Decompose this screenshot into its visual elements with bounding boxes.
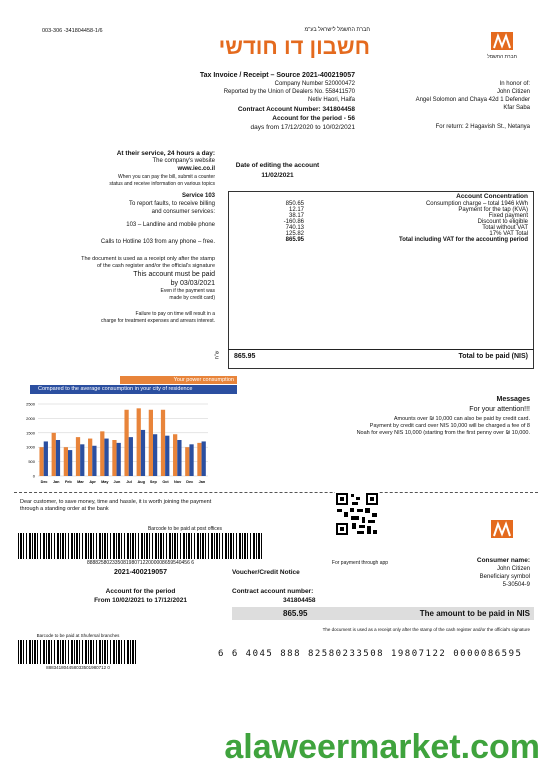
messages-title: Messages <box>496 396 530 403</box>
period-days: days from 17/12/2020 to 10/02/2021 <box>250 124 355 131</box>
barcode-post <box>18 533 263 559</box>
by-date: by 03/03/2021 <box>170 280 215 288</box>
bar-average-consumption <box>117 443 121 476</box>
hotline: Calls to Hotline 103 from any phone – free. <box>100 239 215 246</box>
return-address: For return: 2 Hagavish St., Netanya <box>435 124 530 130</box>
pay-text-2: status and receive information on various topics <box>109 180 215 187</box>
company-address: Netiv Haori, Haifa <box>307 97 355 103</box>
hebrew-title: חשבון דו חודשי <box>218 34 370 59</box>
tear-line <box>14 492 538 493</box>
bar-your-consumption <box>161 410 165 476</box>
y-tick-label: 1000 <box>26 444 35 450</box>
messages-body <box>290 416 530 437</box>
bar-your-consumption <box>197 443 201 476</box>
beneficiary-number: 5-30504-9 <box>502 582 530 588</box>
bar-your-consumption <box>88 439 92 476</box>
faults-1: To report faults, to receive billing <box>128 200 215 207</box>
invoice-title: Tax Invoice / Receipt – Source 2021-400219057 <box>199 72 355 79</box>
concentration-row: 850.65 Consumption charge – total 1946 kWh <box>285 201 528 207</box>
bar-average-consumption <box>80 444 84 476</box>
ocr-line: 6 6 4045 888 82580233508 19807122 0000086595 <box>218 649 523 659</box>
fail-2: charge for treatment expenses and arrears interest. <box>101 317 215 324</box>
bar-your-consumption <box>173 434 177 476</box>
bar-average-consumption <box>141 430 145 476</box>
dealers-number: Reported by the Union of Dealers No. 558411570 <box>223 89 355 95</box>
bar-average-consumption <box>165 436 169 476</box>
barcode-shufersal <box>18 640 138 664</box>
company-number: Company Number 520000472 <box>274 81 355 87</box>
x-tick-label: Jul <box>126 480 132 484</box>
bar-average-consumption <box>153 434 157 476</box>
concentration-row: 125.82 17% VAT Total <box>285 231 528 237</box>
concentration-title: Account Concentration <box>456 193 528 200</box>
barcode-shufersal-number: 888341804458033501980712 0 <box>46 665 110 670</box>
dear-line: through a standing order at the bank <box>20 506 109 513</box>
x-tick-label: Nov <box>174 480 182 484</box>
consumption-chart <box>14 396 214 488</box>
x-tick-label: Sep <box>149 480 157 484</box>
concentration-row: 12.17 Payment for the tap (KVA) <box>288 207 528 213</box>
beneficiary-label: Beneficiary symbol <box>479 574 530 580</box>
even-1: Even if the payment was <box>160 288 215 295</box>
contract-label: Contract account number: <box>232 588 314 595</box>
barcode-post-label: Barcode to be paid at post offices <box>147 526 223 532</box>
stub-amount-label: The amount to be paid in NIS <box>419 609 530 618</box>
x-tick-label: Apr <box>89 480 96 484</box>
website-label: The company's website <box>152 158 215 165</box>
x-tick-label: Mar <box>77 480 84 484</box>
barcode-shufersal-label: Barcode to be paid at Shufersal branches <box>36 633 120 638</box>
x-tick-label: Dec <box>186 480 194 484</box>
company-logo <box>482 22 522 62</box>
pay-text-1: When you can pay the bill, submit a counter <box>118 174 215 181</box>
edit-date: 11/02/2021 <box>261 172 294 179</box>
fail-1: Failure to pay on time will result in a <box>135 311 215 318</box>
service-title: At their service, 24 hours a day: <box>116 150 215 157</box>
dear-customer <box>20 499 280 513</box>
bar-average-consumption <box>44 441 48 476</box>
x-tick-label: Dec <box>40 480 48 484</box>
stub-amount: 865.95 <box>283 609 308 618</box>
doc-code: 003-306 -341804458-1/6 <box>42 28 103 34</box>
logo-label: חברת החשמל <box>487 54 517 60</box>
barcode-post-number: 8888258023350819807122000008659540456 6 <box>86 560 195 566</box>
even-2: made by credit card) <box>169 294 215 301</box>
qr-code-icon[interactable] <box>335 492 379 536</box>
y-tick-label: 0 <box>32 473 35 479</box>
watermark: alaweermarket.com <box>224 728 540 766</box>
dear-line: Dear customer, to save money, time and hassle, it is worth joining the payment <box>20 499 212 505</box>
concentration-rows <box>234 201 528 243</box>
bar-average-consumption <box>56 440 60 476</box>
bar-your-consumption <box>64 447 68 476</box>
bar-your-consumption <box>100 431 104 476</box>
x-tick-label: Jan <box>52 480 60 484</box>
total-divider <box>228 349 534 350</box>
bar-your-consumption <box>39 447 43 476</box>
service-103: Service 103 <box>181 193 215 200</box>
message-line: Noah for every NIS 10,000 (starting from the first penny over ₪ 10,000. <box>356 430 530 437</box>
bar-your-consumption <box>52 433 56 476</box>
bar-your-consumption <box>185 447 189 476</box>
faults-2: and consumer services: <box>151 208 215 215</box>
bar-your-consumption <box>76 437 80 476</box>
y-tick-label: 500 <box>28 459 35 465</box>
total-value: 865.95 <box>234 353 256 360</box>
in-honor: In honor of: <box>499 81 530 87</box>
y-tick-label: 1500 <box>26 430 35 436</box>
bar-your-consumption <box>137 408 141 476</box>
bar-average-consumption <box>177 440 181 476</box>
legend-yours: Your power consumption <box>120 376 237 384</box>
bar-your-consumption <box>124 410 128 476</box>
voucher-label: Voucher/Credit Notice <box>232 569 300 576</box>
stub-period: From 10/02/2021 to 17/12/2021 <box>94 597 187 604</box>
legend-average: Compared to the average consumption in your city of residence <box>30 385 237 394</box>
receipt-1: The document is used as a receipt only after the stamp <box>81 256 215 263</box>
x-tick-label: May <box>101 480 109 484</box>
message-line: Amounts over ₪ 10,000 can also be paid by credit card. <box>393 416 530 422</box>
x-tick-label: Aug <box>137 480 145 484</box>
stub-period-label: Account for the period <box>105 588 176 595</box>
bar-average-consumption <box>68 450 72 476</box>
stub-logo <box>482 510 522 550</box>
stub-source: 2021-400219057 <box>114 569 167 576</box>
y-tick-label: 2000 <box>26 415 35 421</box>
total-label: Total to be paid (NIS) <box>458 353 528 360</box>
messages-attention: For your attention!!! <box>469 406 530 413</box>
currency-side-label: ש"ח <box>214 350 221 360</box>
x-tick-label: Oct <box>162 480 169 484</box>
edit-label: Date of editing the account <box>235 162 320 169</box>
consumer-name: John Citizen <box>496 566 530 572</box>
bar-average-consumption <box>104 439 108 476</box>
bar-average-consumption <box>202 441 206 476</box>
concentration-row: 740.13 Total without VAT <box>285 225 528 231</box>
must-paid: This account must be paid <box>133 271 215 279</box>
y-tick-label: 2500 <box>26 401 35 407</box>
bar-your-consumption <box>112 440 116 476</box>
x-tick-label: Jun <box>113 480 121 484</box>
phone-line: 103 – Landline and mobile phone <box>126 222 215 229</box>
bar-average-consumption <box>189 444 193 476</box>
receipt-2: of the cash register and/or the official's signature <box>96 263 215 270</box>
message-line: Payment by credit card over NIS 10,000 will be charged a fee of 8 <box>369 423 530 430</box>
concentration-row: -160.86 Discount to eligible <box>283 219 528 225</box>
contract-account: Contract Account Number: 341804458 <box>237 106 355 113</box>
customer-name: John Citizen <box>496 89 530 95</box>
company-small: חברת החשמל לישראל בע"מ <box>304 27 370 33</box>
stub-receipt-note: The document is used as a receipt only after the stamp of the cash register and/or the official's signature <box>322 627 530 632</box>
contract-number: 341804458 <box>283 597 316 604</box>
period-title: Account for the period - 56 <box>272 115 355 122</box>
consumer-label: Consumer name: <box>476 557 530 564</box>
concentration-row: 38.17 Fixed payment <box>288 213 528 219</box>
bar-average-consumption <box>92 446 96 476</box>
customer-address: Angel Solomon and Chaya 42d 1 Defender <box>415 97 530 103</box>
bar-your-consumption <box>149 410 153 476</box>
website-link[interactable]: www.iec.co.il <box>177 166 215 173</box>
qr-label: For payment through app <box>331 560 389 566</box>
service-info <box>30 150 215 324</box>
x-tick-label: Jan <box>198 480 206 484</box>
bar-average-consumption <box>129 437 133 476</box>
concentration-row: 865.95 Total including VAT for the accounting period <box>285 237 528 243</box>
customer-city: Kfar Saba <box>503 105 530 111</box>
x-tick-label: Feb <box>64 480 72 484</box>
